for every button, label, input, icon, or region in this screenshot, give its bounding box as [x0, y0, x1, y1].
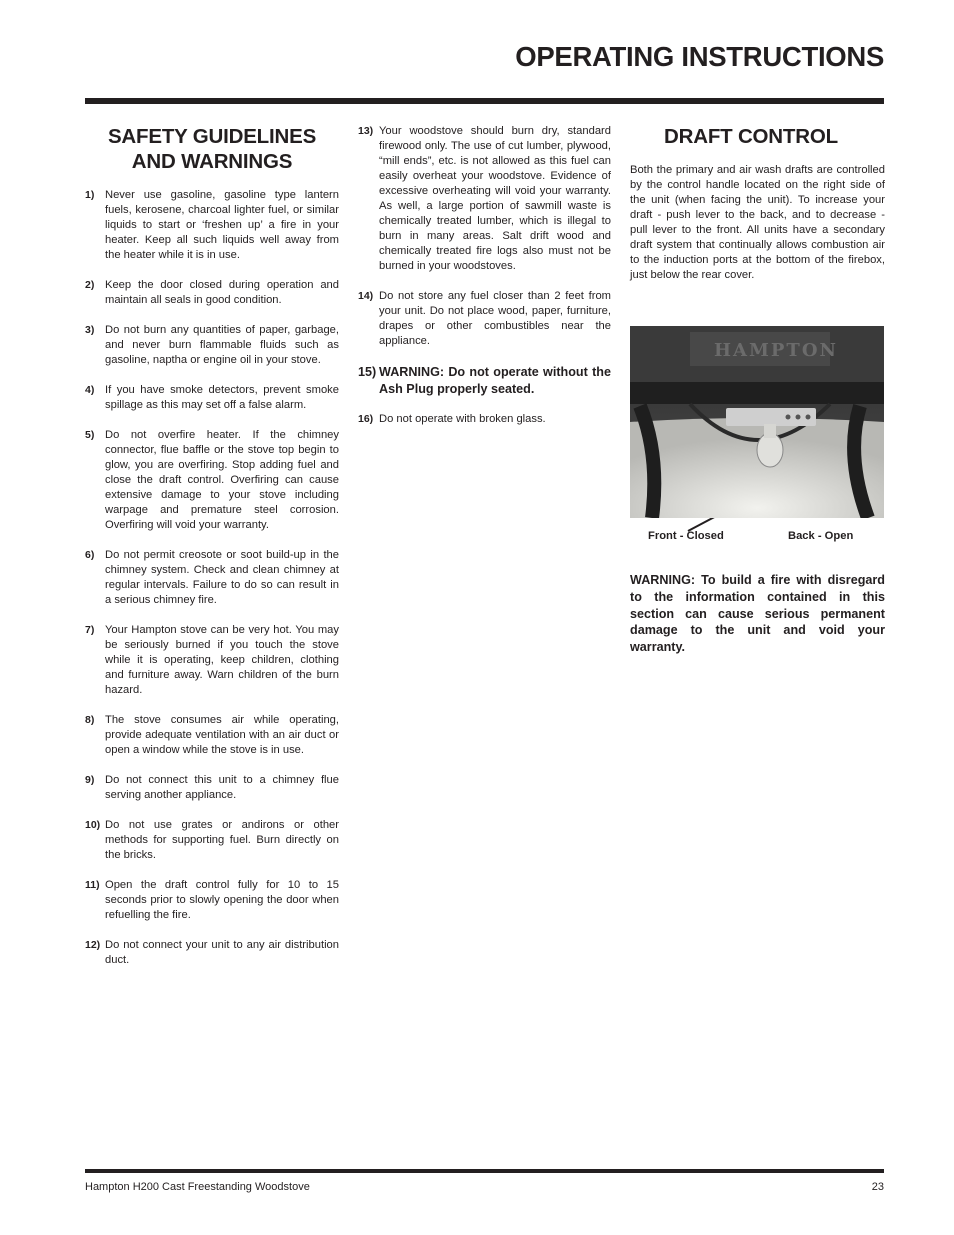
item-text: If you have smoke detectors, prevent smoke spillage as this may set off a false alarm. [105, 384, 339, 411]
item-number: 12) [85, 939, 101, 951]
page-title: OPERATING INSTRUCTIONS [515, 41, 884, 72]
item-text: Keep the door closed during operation and maintain all seals in good condition. [105, 279, 339, 306]
draft-control-column [630, 124, 885, 656]
item-text: Never use gasoline, gasoline type lantern fuels, kerosene, charcoal lighter fuel, or similar liquids to start or ‘freshen up’ a fire in your heater. Keep all such liquids well away from the heater while it is in use. [105, 189, 339, 261]
caption-back-open: Back - Open [788, 530, 854, 542]
item-number: 6) [85, 549, 95, 561]
bottom-divider [85, 1169, 884, 1173]
item-number: 15) [358, 365, 377, 379]
item-text: Do not permit creosote or soot build-up in the chimney system. Check and clean chimney at regular intervals. Failure to do so can result in a serious chimney fire. [105, 549, 339, 606]
item-number: 1) [85, 189, 95, 201]
item-text: Your woodstove should burn dry, standard firewood only. The use of cut lumber, plywood, “mill ends”, etc. is not allowed as this fuel can easily overheat your woodstove. Evidence of excessive overheating will void your warranty. As well, a large portion of sawmill waste is chemically treated lumber, which is illegal to burn in many areas. Salt drift wood and chemically treated fire logs also must not be burned in your woodstoves. [379, 125, 611, 272]
item-number: 10) [85, 819, 101, 831]
safety-heading-line1: SAFETY GUIDELINES [107, 125, 317, 148]
hampton-embossed-logo: HAMPTON [714, 340, 838, 361]
safety-item-8 [85, 713, 339, 758]
safety-item-15-warning [358, 364, 611, 397]
item-text: The stove consumes air while operating, provide adequate ventilation with an air duct or open a window while the stove is in use. [105, 714, 339, 756]
item-number: 16) [358, 413, 374, 425]
safety-item-14 [358, 289, 611, 349]
stove-photo-illustration [630, 326, 884, 518]
item-number: 14) [358, 290, 374, 302]
top-divider [85, 98, 884, 104]
item-number: 9) [85, 774, 95, 786]
item-number: 5) [85, 429, 95, 441]
item-number: 4) [85, 384, 95, 396]
item-text: WARNING: Do not operate without the Ash Plug properly seated. [379, 365, 611, 396]
safety-item-11 [85, 878, 339, 923]
item-number: 2) [85, 279, 95, 291]
item-text: Do not use grates or andirons or other methods for supporting fuel. Burn directly on the bricks. [105, 819, 339, 861]
draft-control-heading: DRAFT CONTROL [664, 125, 838, 148]
draft-control-body: Both the primary and air wash drafts are controlled by the control handle located on the right side of the unit (when facing the unit). To increase your draft - push lever to the back, and to decrease - pull lever to the front. All units have a secondary draft system that continually allows combustion air to the induction ports at the bottom of the firebox, just below the rear cover. [630, 164, 885, 281]
item-text: Do not operate with broken glass. [379, 413, 546, 425]
safety-item-6 [85, 548, 339, 608]
safety-heading [85, 124, 339, 174]
photo-captions [630, 529, 885, 544]
item-text: Open the draft control fully for 10 to 15 seconds prior to slowly opening the door when refuelling the fire. [105, 879, 339, 921]
footer-page-number: 23 [871, 1181, 884, 1193]
item-number: 8) [85, 714, 95, 726]
item-text: Do not store any fuel closer than 2 feet from your unit. Do not place wood, paper, furniture, drapes or other combustibles near the appliance. [379, 290, 611, 347]
safety-item-1 [85, 188, 339, 263]
safety-item-13 [358, 124, 611, 274]
item-number: 13) [358, 125, 374, 137]
safety-column-middle [358, 124, 611, 442]
caption-front-closed: Front - Closed [648, 530, 724, 542]
item-text: Do not connect your unit to any air distribution duct. [105, 939, 339, 966]
safety-item-9 [85, 773, 339, 803]
item-number: 3) [85, 324, 95, 336]
item-number: 11) [85, 879, 100, 891]
item-text: Do not burn any quantities of paper, garbage, and never burn flammable fluids such as gasoline, naptha or engine oil in your stove. [105, 324, 339, 366]
draft-control-photo [630, 326, 884, 518]
safety-item-7 [85, 623, 339, 698]
item-text: Do not overfire heater. If the chimney connector, flue baffle or the stove top begin to glow, you are overfiring. Stop adding fuel and close the draft control. Overfiring can cause extensive damage to your stove including warpage and premature steel corrosion. Overfiring will void your warranty. [105, 429, 339, 531]
safety-item-12 [85, 938, 339, 968]
safety-item-2 [85, 278, 339, 308]
safety-heading-line2: AND WARNINGS [131, 150, 293, 173]
item-text: Do not connect this unit to a chimney flue serving another appliance. [105, 774, 339, 801]
item-text: Your Hampton stove can be very hot. You may be seriously burned if you touch the stove while it is operating, keep children, clothing and furniture away. Warn children of the burn hazard. [105, 624, 339, 696]
draft-warning: WARNING: To build a fire with disregard to the information contained in this section can cause serious permanent damage to the unit and void your warranty. [630, 573, 885, 655]
safety-item-5 [85, 428, 339, 533]
item-number: 7) [85, 624, 95, 636]
safety-item-3 [85, 323, 339, 368]
safety-item-4 [85, 383, 339, 413]
safety-item-10 [85, 818, 339, 863]
safety-column-left [85, 124, 339, 983]
safety-item-16 [358, 412, 611, 427]
footer-doc-title: Hampton H200 Cast Freestanding Woodstove [85, 1181, 310, 1193]
